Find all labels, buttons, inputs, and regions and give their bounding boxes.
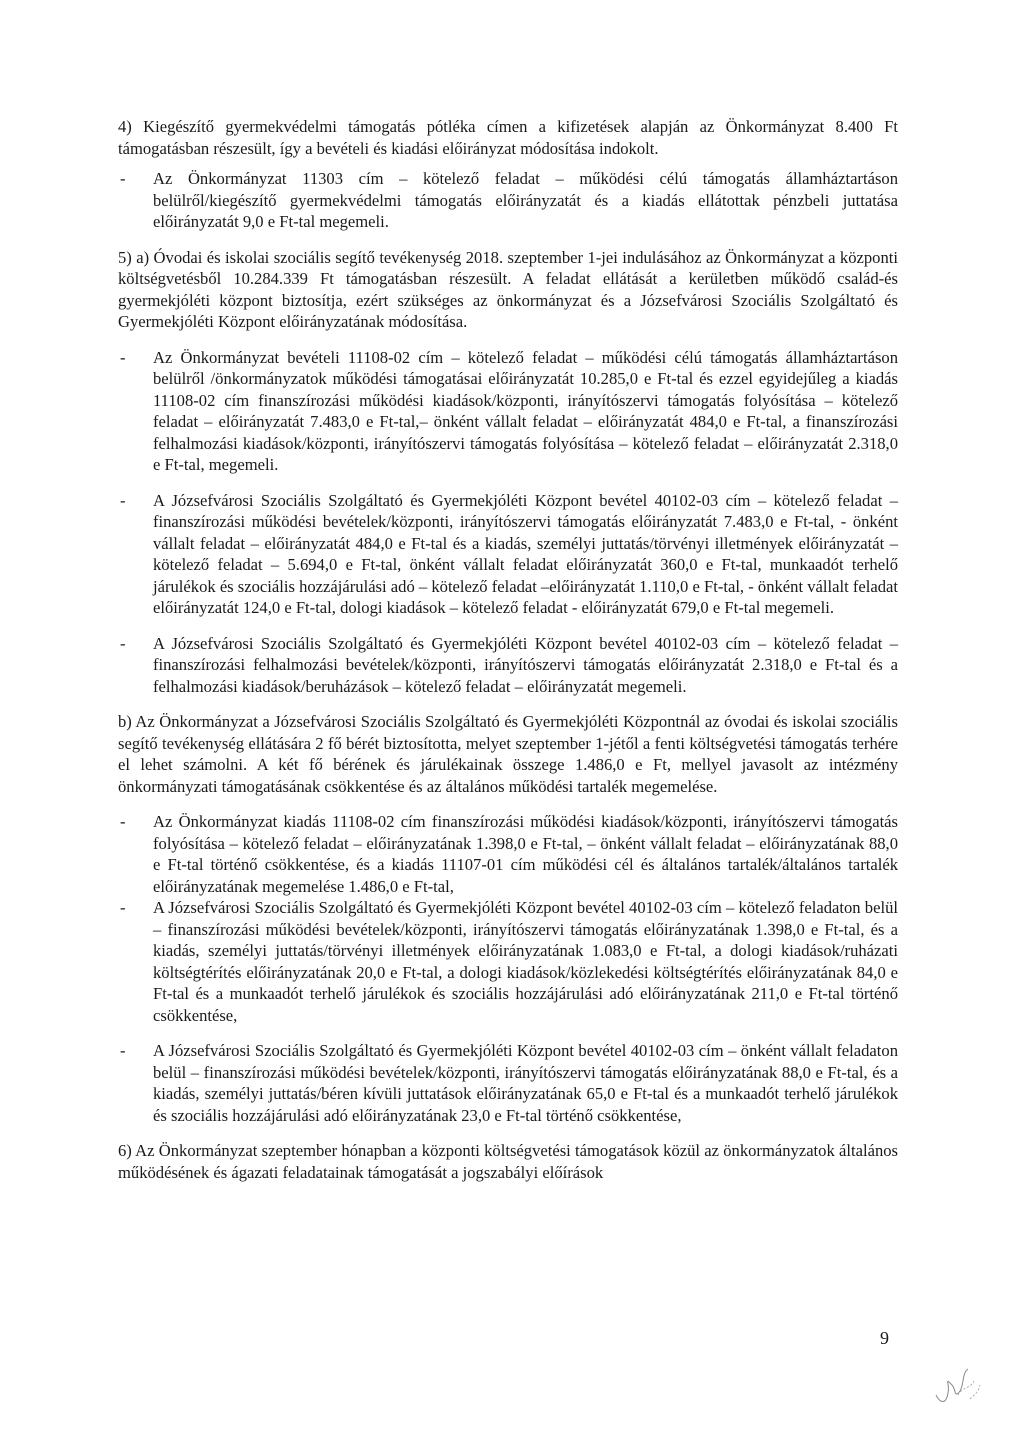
bullet-item xyxy=(118,897,898,1026)
bullet-dash: - xyxy=(120,169,126,188)
bullet-dash: - xyxy=(120,898,126,917)
bullet-item xyxy=(118,347,898,476)
bullet-item xyxy=(118,1040,898,1126)
handwritten-signature xyxy=(930,1355,985,1410)
bullet-text: A Józsefvárosi Szociális Szolgáltató és Gyermekjóléti Központ bevétel 40102-03 cím – kötelező feladat – finanszírozási működési bevételek/központi, irányítószervi támogatás előirányzatát 7.483,0 e Ft-tal, - önként vállalt feladat – előirányzatát 484,0 e Ft-tal és a kiadás, személyi juttatás/törvényi illetmények előirányzatát – kötelező feladat – 5.694,0 e Ft-tal, önként vállalt feladat előirányzatát 360,0 e Ft-tal, munkaadót terhelő járulékok és szociális hozzájárulási adó – kötelező feladat –előirányzatát 1.110,0 e Ft-tal, - önként vállalt feladat előirányzatát 124,0 e Ft-tal, dologi kiadások – kötelező feladat - előirányzatát 679,0 e Ft-tal megemeli. xyxy=(153,490,898,617)
bullet-dash: - xyxy=(120,812,126,831)
bullet-text: Az Önkormányzat 11303 cím – kötelező feladat – működési célú támogatás államháztartáson belülről/kiegészítő gyermekvédelmi támogatás előirányzatát és a kiadás ellátottak pénzbeli juttatása előirányzatát 9,0 e Ft-tal megemeli. xyxy=(153,169,898,231)
bullet-text: A Józsefvárosi Szociális Szolgáltató és Gyermekjóléti Központ bevétel 40102-03 cím – önként vállalt feladaton belül – finanszírozási működési bevételek/központi, irányítószervi támogatás előirányzatának 88,0 e Ft-tal, és a kiadás, személyi juttatás/béren kívüli juttatások előirányzatának 65,0 e Ft-tal és a munkaadót terhelő járulékok és szociális hozzájárulási adó előirányzatának 23,0 e Ft-tal történő csökkentése, xyxy=(153,1041,898,1125)
paragraph-4: 4) Kiegészítő gyermekvédelmi támogatás pótléka címen a kifizetések alapján az Önkormányzat 8.400 Ft támogatásban részesült, így a bevételi és kiadási előirányzat módosítása indokolt. xyxy=(118,117,898,158)
bullet-dash: - xyxy=(120,490,126,510)
bullet-text: A Józsefvárosi Szociális Szolgáltató és Gyermekjóléti Központ bevétel 40102-03 cím – kötelező feladat – finanszírozási felhalmozási bevételek/központi, irányítószervi támogatás előirányzatát 2.318,0 e Ft-tal és a felhalmozási kiadások/beruházások – kötelező feladat – előirányzatát megemeli. xyxy=(153,633,898,696)
page-number: 9 xyxy=(880,1328,889,1348)
bullet-item xyxy=(118,490,898,619)
paragraph-5b: b) Az Önkormányzat a Józsefvárosi Szociális Szolgáltató és Gyermekjóléti Központnál az óvodai és iskolai szociális segítő tevékenység ellátására 2 fő bérét biztosította, melyet szeptember 1-jétől a fenti költségvetési támogatás terhére el lehet számolni. A két fő bérének és járulékainak összege 1.486,0 e Ft, mellyel javasolt az intézmény önkormányzati támogatásának csökkentése és az általános működési tartalék megemelése. xyxy=(118,712,898,796)
bullet-item xyxy=(118,168,898,233)
bullet-text: Az Önkormányzat kiadás 11108-02 cím finanszírozási működési kiadások/központi, irányítószervi támogatás folyósítása – kötelező feladat – előirányzatának 1.398,0 e Ft-tal, – önként vállalt feladat – előirányzatának 88,0 e Ft-tal történő csökkentése, és a kiadás 11107-01 cím működési cél és általános tartalék/általános tartalék előirányzatának megemelése 1.486,0 e Ft-tal, xyxy=(153,812,898,896)
bullet-dash: - xyxy=(120,347,126,367)
document-page xyxy=(118,116,898,1192)
bullet-dash: - xyxy=(120,633,126,653)
bullet-item xyxy=(118,811,898,897)
paragraph-6: 6) Az Önkormányzat szeptember hónapban a központi költségvetési támogatások közül az önkormányzatok általános működésének és ágazati feladatainak támogatását a jogszabályi előírások xyxy=(118,1141,898,1182)
bullet-text: A Józsefvárosi Szociális Szolgáltató és Gyermekjóléti Központ bevétel 40102-03 cím – kötelező feladaton belül – finanszírozási működési bevételek/központi, irányítószervi támogatás előirányzatának 1.398,0 e Ft-tal, és a kiadás, személyi juttatás/törvényi illetmények előirányzatának 1.083,0 e Ft-tal, a dologi kiadások/ruházati költségtérítés előirányzatának 20,0 e Ft-tal, a dologi kiadások/közlekedési költségtérítés előirányzatának 84,0 e Ft-tal és a munkaadót terhelő járulékok és szociális hozzájárulási adó előirányzatának 211,0 e Ft-tal történő csökkentése, xyxy=(153,898,898,1025)
bullet-item xyxy=(118,633,898,698)
paragraph-5a: 5) a) Óvodai és iskolai szociális segítő tevékenység 2018. szeptember 1-jei indulásához az Önkormányzat a központi költségvetésből 10.284.339 Ft támogatásban részesült. A feladat ellátását a kerületben működő család-és gyermekjóléti központ biztosítja, ezért szükséges az önkormányzat és a Józsefvárosi Szociális Szolgáltató és Gyermekjóléti Központ előirányzatának módosítása. xyxy=(118,247,898,331)
bullet-text: Az Önkormányzat bevételi 11108-02 cím – kötelező feladat – működési célú támogatás államháztartáson belülről /önkormányzatok működési támogatásai előirányzatát 10.285,0 e Ft-tal és ezzel egyidejűleg a kiadás 11108-02 cím finanszírozási működési kiadások/központi, irányítószervi támogatás folyósítása – kötelező feladat – előirányzatát 7.483,0 e Ft-tal,– önként vállalt feladat – előirányzatát 484,0 e Ft-tal, a finanszírozási felhalmozási kiadások/központi, irányítószervi támogatás folyósítása – kötelező feladat – előirányzatát 2.318,0 e Ft-tal, megemeli. xyxy=(153,347,898,474)
bullet-dash: - xyxy=(120,1041,126,1060)
